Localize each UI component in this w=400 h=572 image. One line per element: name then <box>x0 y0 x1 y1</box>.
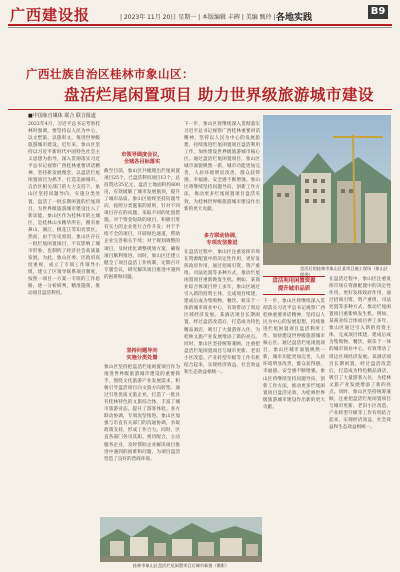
masthead <box>8 4 392 22</box>
article-column-3: 在盘活过程中，象山区注重发挥市场在资源配置中的决定性作用，更好发挥政府作用，通过招商引资、资产重组、司法处置等多种方式，推动烂尾闲置项目重新焕发生机。例如，某商业综合体项目停工多年，象山区通过引入新的投资主体，完成项目续建，建成后成为集购物、餐饮、娱乐于一体的城市商业中心，有效带动了周边区域经济发展。某酒店项目长期闲置，经过盘活改造后，打造成为特色精品酒店，吸引了大量游客入住，为桂林文旅产业发展增添了新的亮点。同时，象山区坚持统筹兼顾，注重把盘活烂尾闲置项目与城市更新、老旧小区改造、产业转型升级等工作有机结合起来，实现经济效益、社会效益和生态效益相统一。 <box>184 250 260 375</box>
subhead-1b: 全城各目标落实 <box>123 159 161 165</box>
section-title: 各地实践 <box>276 13 313 23</box>
masthead-rule <box>8 24 392 26</box>
newspaper-logo: 广西建设报 <box>10 6 91 24</box>
article-photo-construction <box>263 115 391 265</box>
cityscape-photo-image <box>100 517 262 562</box>
article-photo-cityscape <box>100 517 262 562</box>
photo-caption-cityscape: 桂林市象山区盘活烂尾闲置项目后城市新貌（摄影） <box>132 563 230 568</box>
byline: ■中国象自媒体 联合 联合报道 <box>28 113 96 119</box>
issue-meta: | 2023年 11月 20日 星期一 | 本版编辑 丰碑 | 美编 甄玲 | <box>120 14 276 21</box>
subhead-3b: 专项攻坚推进 <box>206 240 238 246</box>
construction-photo-image <box>263 115 391 265</box>
subhead-3a: 多方联动协调， <box>203 233 241 239</box>
subhead-4 <box>263 276 325 295</box>
photo-caption-construction: 盘活后的桂林市象山区某项目施工现场（象山区提供） <box>300 266 388 277</box>
article-headline: 盘活烂尾闲置项目 助力世界级旅游城市建设 <box>64 86 374 104</box>
headline-rule <box>8 109 392 110</box>
article-kicker: 广西壮族自治区桂林市象山区： <box>26 67 194 81</box>
article-column-2b: 象山区坚持把盘活烂尾闲置项目作为推进世界级旅游城市建设的重要抓手，围绕文化旅游产业发展需求，积极引导盘活项目向文旅方向转型。通过引进优质文旅企业，打造了一批具有桂林特色的文旅综合体，丰富了城市旅游业态，提升了游客体验。多方联动协调，专项攻坚推进。象山区加强与市直有关部门的沟通协调，争取政策支持，形成工作合力。同时，区直各部门各司其职、密切配合，主动服务企业，及时帮助企业解决项目推进中遇到的困难和问题，为项目盘活营造了良好的营商环境。 <box>104 365 180 462</box>
page-code: B9 <box>368 5 388 19</box>
article-column-5: 在盘活过程中，象山区注重发挥市场在资源配置中的决定性作用，更好发挥政府作用，通过招商引资、资产重组、司法处置等多种方式，推动烂尾闲置项目重新焕发生机。例如，某商业综合体项目停工多年，象山区通过引入新的投资主体，完成项目续建，建成后成为集购物、餐饮、娱乐于一体的城市商业中心，有效带动了周边区域经济发展。某酒店项目长期闲置，经过盘活改造后，打造成为特色精品酒店，吸引了大量游客入住，为桂林文旅产业发展增添了新的亮点。同时，象山区坚持统筹兼顾，注重把盘活烂尾闲置项目与城市更新、老旧小区改造、产业转型升级等工作有机结合起来，实现经济效益、社会效益和生态效益相统一。 <box>329 277 391 430</box>
subhead-1a: 市领导调度会议， <box>121 152 163 158</box>
masthead-rule-thin <box>8 27 392 28</box>
subhead-2b: 实施分类处置 <box>126 355 158 361</box>
subhead-4b: 提升城市品质 <box>277 285 311 292</box>
subhead-2a: 坚持问题导向 <box>126 348 158 354</box>
article-column-1: 2023年4月，习近平总书记考察桂林时强调，要坚持以人民为中心，以文塑旅、以旅彰文，推进世界级旅游城市建设。近年来，象山区坚持以习近平新时代中国特色社会主义思想为指导，深入贯彻落实习近平总书记视察广西桂林重要讲话精神，坚持新发展理念，以盘活烂尾闲置项目为抓手，打造美丽城市。自治区相关部门的大力支持下，象山区坚持问题导向，实施分类处置，盘活了一批长期闲置的烂尾项目，为世界级旅游城市建设注入了新动能。象山区作为桂林市的主城区，是桂林山水精华所在，拥有象鼻山、漓江、桃花江等知名景区。然而，由于历史原因，象山区存在一批烂尾闲置项目，不仅影响了城市形象，也制约了经济社会高质量发展。为此，象山区委、区政府高度重视，成立了专项工作领导小组，建立了区领导联系项目制度，按照一项目一方案一专班的工作思路，逐一分析研判，精准施策，推动项目盘活利用。 <box>28 122 100 297</box>
article-column-2: 截至目前，象山区共梳理出烂尾闲置项目25个，已盘活利用项目13个，总投资达35亿元，盘活土地面积约600亩，有效破解了城市发展瓶颈，提升了城市品质。象山区始终坚持问题导向，按照分类施策的原则，针对不同项目存在的问题，采取不同的处置措施。对于资金短缺的项目，积极引进有实力的企业进行合作开发；对于手续不全的项目，开辟绿色通道，帮助企业完善相关手续；对于规划调整的项目，及时优化调整规划方案，确保项目顺利推进。同时，象山区还建立健全了项目盘活工作机制，定期召开专题会议，研究解决项目推进中遇到的困难和问题。 <box>104 169 180 280</box>
subhead-4a: 盘活利用闲置资源 <box>272 278 316 284</box>
article-column-4: 下一步，象山区将继续深入贯彻落实习近平总书记视察广西桂林重要讲话精神，坚持以人民为中心的发展思想，持续推进烂尾闲置项目盘活利用工作，加快建设世界级旅游城市核心区。通过盘活烂尾闲置项目，象山区城市面貌焕然一新，城市功能更加完善，人居环境明显改善，群众获得感、幸福感、安全感不断增强。象山区将继续坚持问题导向，创新工作方法，推动更多烂尾闲置项目盘活见效，为桂林世界级旅游城市建设作出新的更大贡献。 <box>263 299 325 410</box>
article-column-3a: 下一步，象山区将继续深入贯彻落实习近平总书记视察广西桂林重要讲话精神，坚持以人民为中心的发展思想，持续推进烂尾闲置项目盘活利用工作，加快建设世界级旅游城市核心区。通过盘活烂尾闲置项目，象山区城市面貌焕然一新，城市功能更加完善，人居环境明显改善，群众获得感、幸福感、安全感不断增强。象山区将继续坚持问题导向，创新工作方法，推动更多烂尾闲置项目盘活见效，为桂林世界级旅游城市建设作出新的更大贡献。 <box>184 122 260 212</box>
